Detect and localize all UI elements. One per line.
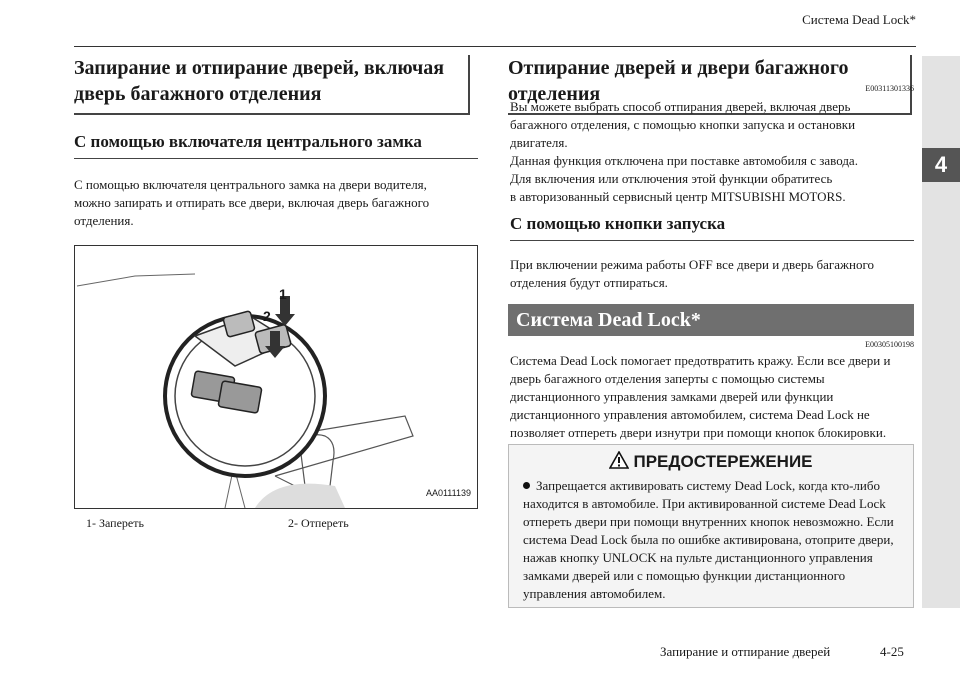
caption-2 <box>288 516 349 531</box>
figure-id: AA0111139 <box>425 488 471 498</box>
section-code-2: E00305100198 <box>865 340 914 349</box>
page-number: 4-25 <box>880 644 904 659</box>
chapter-side-tab <box>922 56 960 608</box>
callout-number-1: 1 <box>279 286 287 302</box>
section-code-1: E00311301336 <box>865 84 914 93</box>
bullet-icon <box>523 482 530 489</box>
paragraph-unlock-method <box>510 98 914 206</box>
warning-box <box>508 444 914 608</box>
section-banner-dead-lock: Система Dead Lock* <box>508 304 914 336</box>
subheading-central-lock: С помощью включателя центрального замка <box>74 132 478 159</box>
paragraph-dead-lock: Система Dead Lock помогает предотвратить кражу. Если все двери и дверь багажного отделения заперты с помощью системы дистанционного управления замками дверей или функции дистанционного управления автомобилем, система Dead Lock не позволяет отпереть двери изнутри при помощи кнопок блокировки. <box>510 353 891 440</box>
caption-1-number: 1- <box>86 516 96 530</box>
figure-door-switch <box>74 245 478 509</box>
paragraph-line: Для включения или отключения этой функции обратитесь <box>510 171 833 186</box>
warning-text: Запрещается активировать систему Dead Lock, когда кто-либо находится в автомобиле. При активированной системе Dead Lock отпереть двери при помощи внутренних кнопок невозможно. Если система Dead Lock была по ошибке активирована, отоприте двери, нажав кнопку UNLOCK на пульте дистанционного управления замками дверей или с помощью функции дистанционного управления автомобилем. <box>523 478 894 601</box>
paragraph-central-lock: С помощью включателя центрального замка на двери водителя, можно запирать и отпирать все двери, включая дверь багажного отделения. <box>74 177 430 228</box>
footer-section-title: Запирание и отпирание дверей <box>660 644 831 659</box>
paragraph-line: Вы можете выбрать способ отпирания дверей, включая дверь <box>510 99 851 114</box>
warning-title: ПРЕДОСТЕРЕЖЕНИЕ <box>633 452 813 471</box>
paragraph-start-button: При включении режима работы OFF все двери и дверь багажного отделения будут отпираться. <box>510 257 874 290</box>
callout-number-2: 2 <box>263 308 271 324</box>
warning-triangle-icon <box>609 451 629 469</box>
running-header: Система Dead Lock* <box>802 12 916 27</box>
warning-item <box>523 477 903 603</box>
paragraph-line: в авторизованный сервисный центр MITSUBISHI MOTORS. <box>510 189 846 204</box>
warning-title-row <box>509 449 913 472</box>
paragraph-line: багажного отделения, с помощью кнопки запуска и остановки <box>510 117 856 132</box>
paragraph-line: двигателя. <box>510 135 568 150</box>
door-lock-switch-illustration <box>75 246 477 508</box>
chapter-number: 4 <box>922 148 960 182</box>
caption-2-number: 2- <box>288 516 298 530</box>
caption-2-text: Отпереть <box>301 516 349 530</box>
caption-1-text: Запереть <box>99 516 144 530</box>
paragraph-line: Данная функция отключена при поставке автомобиля с завода. <box>510 153 858 168</box>
top-divider <box>74 46 916 47</box>
caption-1 <box>86 516 144 531</box>
section-heading-right: Отпирание дверей и двери багажного отделения <box>508 55 912 115</box>
section-heading-left: Запирание и отпирание дверей, включая дверь багажного отделения <box>74 55 470 115</box>
subheading-start-button: С помощью кнопки запуска <box>510 214 914 241</box>
